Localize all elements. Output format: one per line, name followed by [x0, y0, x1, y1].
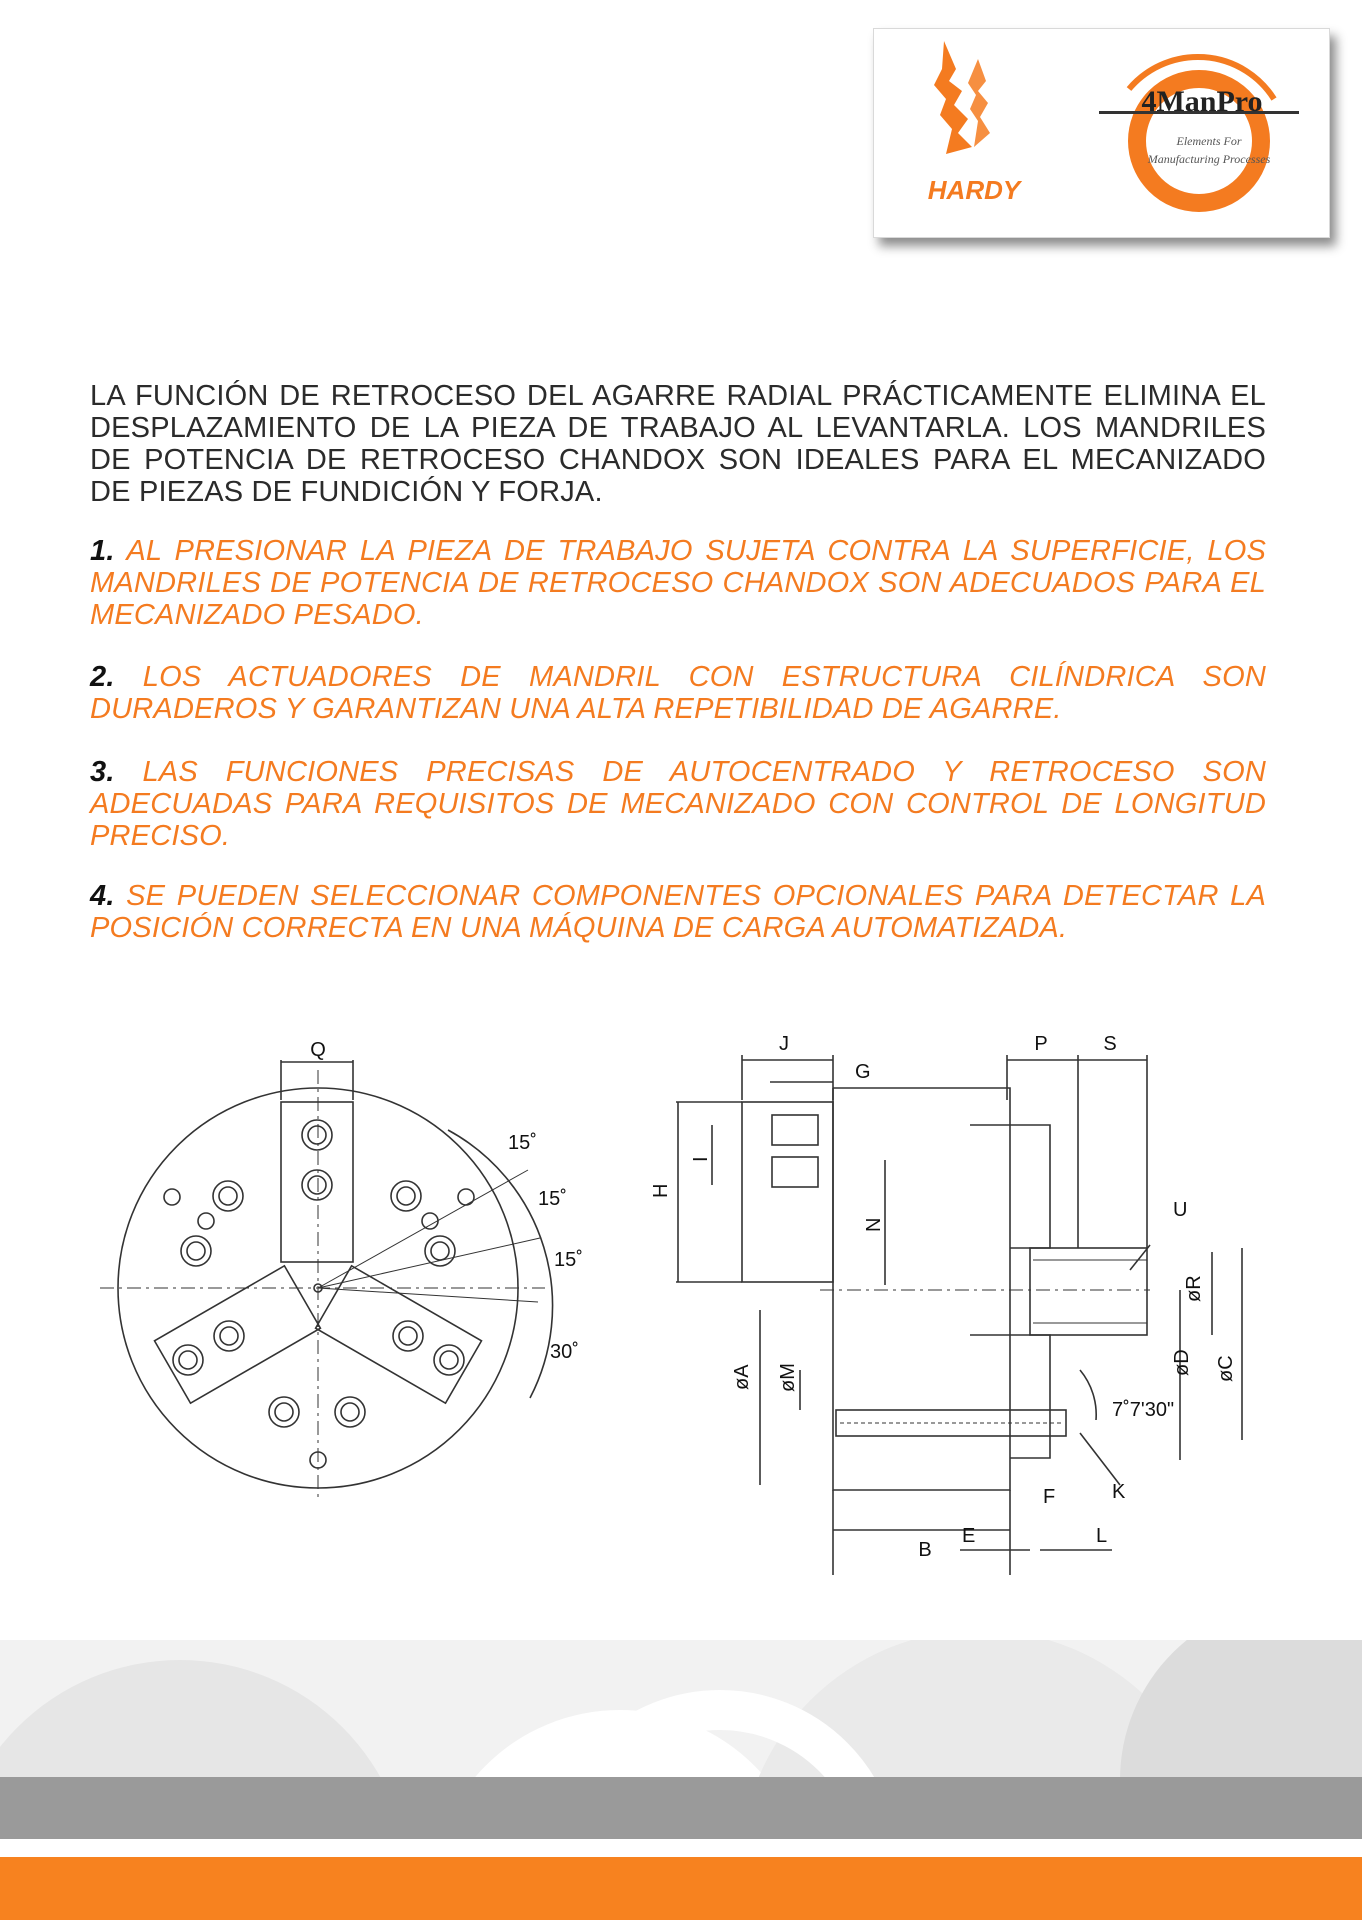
feature-item-3: [90, 756, 1266, 852]
footer-orange-band: [0, 1857, 1362, 1920]
dim-u-label: U: [1173, 1199, 1188, 1221]
feature-item-1: [90, 535, 1266, 631]
dim-l-label: L: [1096, 1525, 1108, 1547]
dim-g-label: G: [855, 1061, 871, 1083]
footer-swirl-pattern: [0, 1640, 1362, 1790]
amanpro-tagline-2: Manufacturing Processes: [1147, 152, 1271, 166]
feature-number: 3.: [90, 756, 115, 788]
angle-label: 7˚7'30": [1112, 1399, 1175, 1421]
feature-item-2: [90, 661, 1266, 725]
footer-decoration: [0, 1640, 1362, 1790]
dim-j-label: J: [779, 1033, 789, 1055]
front-view: [100, 1039, 583, 1500]
dim-h-label: H: [650, 1183, 672, 1198]
angle-30-label: 30˚: [550, 1341, 579, 1363]
feature-text: LAS FUNCIONES PRECISAS DE AUTOCENTRADO Y RETROCESO SON ADECUADAS PARA REQUISITOS DE MECANIZADO CON CONTROL DE LONGITUD PRECISO.: [90, 756, 1266, 852]
hardy-logo-icon: [934, 41, 990, 154]
side-view: [650, 1033, 1242, 1575]
intro-paragraph: LA FUNCIÓN DE RETROCESO DEL AGARRE RADIAL PRÁCTICAMENTE ELIMINA EL DESPLAZAMIENTO DE LA PIEZA DE TRABAJO AL LEVANTARLA. LOS MANDRILES DE POTENCIA DE RETROCESO CHANDOX SON IDEALES PARA EL MECANIZADO DE PIEZAS DE FUNDICIÓN Y FORJA.: [90, 380, 1266, 508]
footer-white-band: [0, 1839, 1362, 1857]
feature-number: 2.: [90, 661, 115, 693]
feature-number: 1.: [90, 535, 115, 567]
feature-item-4: [90, 880, 1266, 944]
feature-text: LOS ACTUADORES DE MANDRIL CON ESTRUCTURA CILÍNDRICA SON DURADEROS Y GARANTIZAN UNA ALTA REPETIBILIDAD DE AGARRE.: [90, 661, 1266, 725]
feature-text: SE PUEDEN SELECCIONAR COMPONENTES OPCIONALES PARA DETECTAR LA POSICIÓN CORRECTA EN UNA MÁQUINA DE CARGA AUTOMATIZADA.: [90, 880, 1266, 944]
amanpro-logo-icon: [1099, 57, 1299, 203]
dim-s-label: S: [1103, 1033, 1117, 1055]
dim-f-label: F: [1043, 1486, 1056, 1508]
logo-panel: [873, 28, 1330, 238]
hardy-logo-text: HARDY: [927, 175, 1021, 205]
dim-a-label: øA: [731, 1364, 753, 1390]
dim-i-label: I: [690, 1156, 712, 1162]
dim-r-label: øR: [1183, 1275, 1205, 1302]
feature-text: AL PRESIONAR LA PIEZA DE TRABAJO SUJETA CONTRA LA SUPERFICIE, LOS MANDRILES DE POTENCIA DE RETROCESO CHANDOX SON ADECUADOS PARA EL MECANIZADO PESADO.: [90, 535, 1266, 631]
amanpro-logo-text: 4ManPro: [1141, 85, 1263, 118]
angle-15-label-2: 15˚: [538, 1188, 567, 1210]
angle-15-label-3: 15˚: [554, 1249, 583, 1271]
dim-q-label: Q: [310, 1039, 326, 1061]
dim-c-label: øC: [1215, 1355, 1237, 1382]
dim-e-label: E: [962, 1525, 976, 1547]
footer-gray-band: [0, 1777, 1362, 1839]
dim-m-label: øM: [777, 1363, 799, 1392]
angle-15-label-1: 15˚: [508, 1132, 537, 1154]
dim-k-label: K: [1112, 1481, 1126, 1503]
dim-d-label: øD: [1171, 1349, 1193, 1376]
dim-b-label: B: [918, 1539, 932, 1561]
amanpro-tagline-1: Elements For: [1176, 134, 1242, 148]
dim-p-label: P: [1034, 1033, 1048, 1055]
feature-number: 4.: [90, 880, 115, 912]
chuck-technical-drawing: [0, 1020, 1362, 1590]
dim-n-label: N: [863, 1217, 885, 1232]
